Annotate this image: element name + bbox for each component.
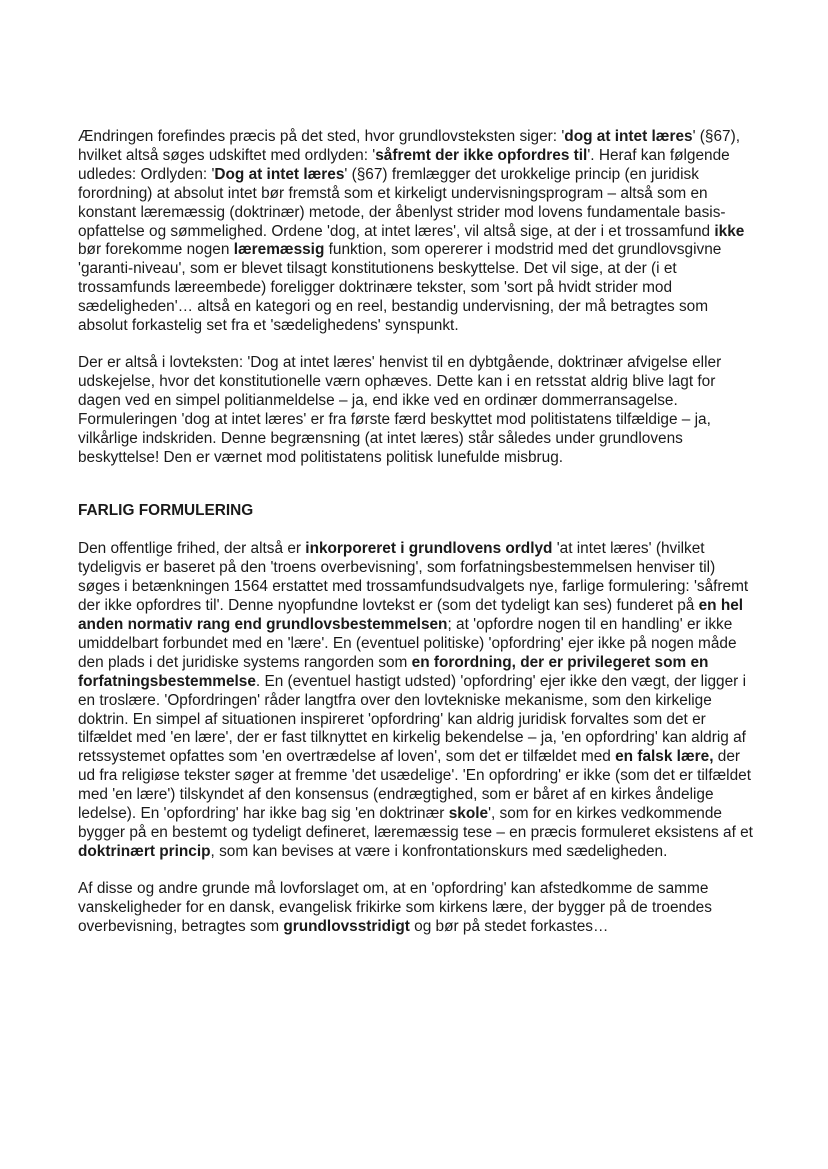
- bold-text-run: ikke: [714, 222, 745, 240]
- text-run: 'at intet læres' (hvilket tydeligvis er baseret på den 'troens overbevisning', som forfatningsbestemmelsen henviser til) søges i betænkningen 1564 erstattet med trossamfundsudvalgets nye, farlige formulering: 'såfremt der ikke opfordres til'. Denne nyopfundne lovtekst er (som det tydeligt kan ses) funderet på: [78, 540, 749, 615]
- text-run: '. Heraf kan følgende udledes: Ordlyden: ': [78, 146, 730, 183]
- bold-text-run: doktrinært princip: [78, 842, 211, 860]
- text-run: Den offentlige frihed, der altså er: [78, 540, 306, 558]
- text-run: og bør på stedet forkastes…: [409, 917, 609, 935]
- text-run: der ud fra religiøse tekster søger at fremme 'det usædelige'. 'En opfordring' er ikke (som det er tilfældet med 'en lære') tilskyndet af den konsensus (endrægtighed, som er båret af en kirkes åndelige ledelse). En 'opfordring' har ikke bag sig 'en doktrinær: [78, 748, 751, 823]
- section-heading: FARLIG FORMULERING: [78, 502, 254, 520]
- document-body: [78, 128, 754, 937]
- bold-text-run: en falsk lære,: [615, 748, 714, 766]
- paragraph-2: [78, 354, 754, 467]
- paragraph-4: [78, 880, 754, 937]
- bold-text-run: inkorporeret i grundlovens ordlyd: [305, 540, 553, 558]
- text-run: ', som for en kirkes vedkommende bygger på en bestemt og tydeligt defineret, læremæssig tese – en præcis formuleret eksistens af et: [78, 805, 753, 841]
- text-run: ' (§67), hvilket altså søges udskiftet med ordlyden: ': [78, 128, 740, 164]
- bold-text-run: skole: [448, 805, 489, 823]
- bold-text-run: Dog at intet læres: [214, 165, 345, 183]
- text-run: funktion, som opererer i modstrid med det grundlovsgivne 'garanti-niveau', som er blevet tilsagt konstitutionens beskyttelse. Det vil sige, at der (i et trossamfunds læreembede) foreligger doktrinære tekster, som 'sort på hvidt strider mod sædeligheden'… altså en kategori og en reel, bestandig undervisning, der må betragtes som absolut forkastelig set fra et 'sædelighedens' synspunkt.: [78, 241, 722, 335]
- bold-text-run: læremæssig: [233, 241, 325, 259]
- text-run: , som kan bevises at være i konfrontationskurs med sædeligheden.: [210, 842, 668, 860]
- bold-text-run: dog at intet læres: [564, 128, 693, 145]
- paragraph-1: [78, 128, 754, 336]
- bold-text-run: grundlovsstridigt: [283, 917, 410, 935]
- paragraph-3: [78, 540, 754, 861]
- bold-text-run: en forordning, der er privilegeret som en forfatningsbestemmelse: [78, 653, 709, 690]
- text-run: bør forekomme nogen: [78, 241, 234, 259]
- text-run: Der er altså i lovteksten: 'Dog at intet læres' henvist til en dybtgående, doktrinær afvigelse eller udskejelse, hvor det konstitutionelle værn ophæves. Dette kan i en retsstat aldrig blive lagt for dagen ved en simpel politianmeldelse – ja, end ikke ved en ordinær dommerransagelse. Formuleringen 'dog at intet læres' er fra første færd beskyttet mod politistatens tilfældige – ja, vilkårlige indskriden. Denne begrænsning (at intet læres) står således under grundlovens beskyttelse! Den er værnet mod politistatens politisk lunefulde misbrug.: [78, 353, 722, 466]
- text-run: . En (eventuel hastigt udsted) 'opfordring' ejer ikke den vægt, der ligger i en troslære. 'Opfordringen' råder langtfra over den lovtekniske mekanisme, som den kirkelige doktrin. En simpel af situationen inspireret 'opfordring' kan aldrig juridisk forvaltes som det er tilfældet med 'en lære', der er fast tilknyttet en kirkelig bekendelse – ja, 'en opfordring' kan aldrig af retssystemet opfattes som 'en overtrædelse af loven', som det er tilfældet med: [78, 672, 747, 766]
- text-run: ; at 'opfordre nogen til en handling' er ikke umiddelbart forbundet med en 'lære'. En (eventuel politiske) 'opfordring' ejer ikke på nogen måde den plads i det juridiske systems rangorden som: [78, 616, 737, 671]
- text-run: ' (§67) fremlægger det urokkelige princip (en juridisk forordning) at absolut intet bør fremstå som et kirkeligt undervisningsprogram – altså som en konstant læremæssig (doktrinær) metode, der åbenlyst strider mod lovens fundamentale basis-opfattelse og sømmelighed. Ordene 'dog, at intet læres', vil altså sige, at der i et trossamfund: [78, 165, 726, 240]
- text-run: Ændringen forefindes præcis på det sted, hvor grundlovsteksten siger: ': [78, 128, 565, 145]
- text-run: Af disse og andre grunde må lovforslaget om, at en 'opfordring' kan afstedkomme de samme vanskeligheder for en dansk, evangelisk frikirke som kirkens lære, der bygger på de troendes overbevisning, betragtes som: [78, 879, 712, 935]
- bold-text-run: en hel anden normativ rang end grundlovsbestemmelsen: [78, 597, 744, 634]
- bold-text-run: såfremt der ikke opfordres til: [375, 146, 588, 164]
